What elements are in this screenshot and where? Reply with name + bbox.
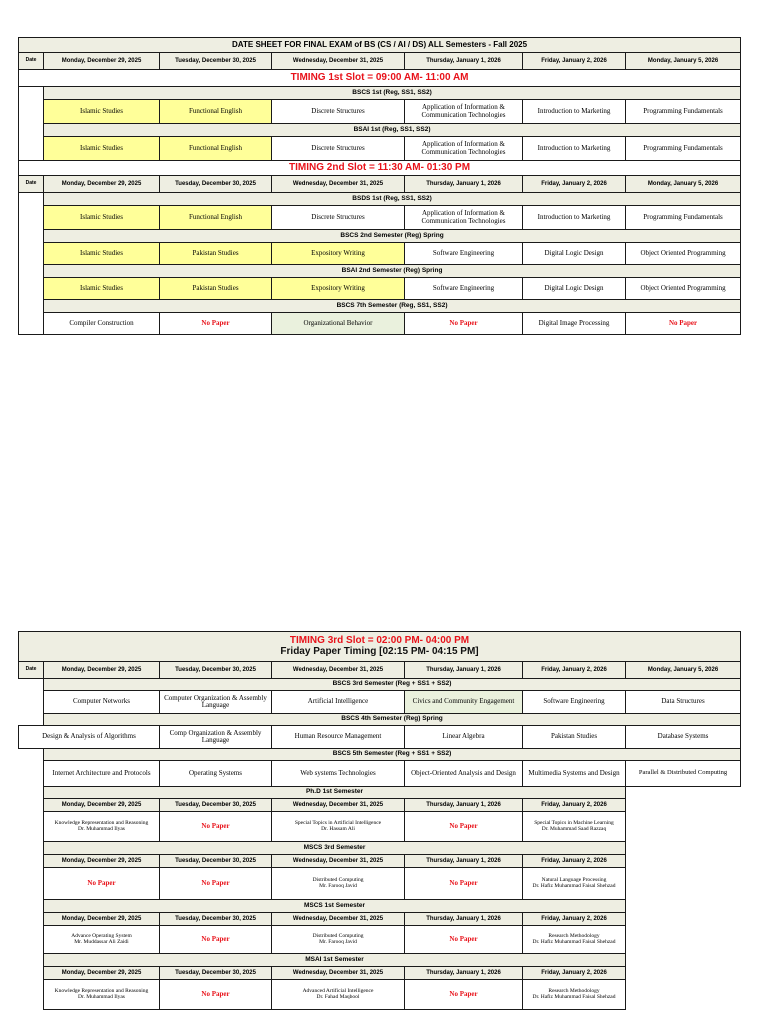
course-cell: Parallel & Distributed Computing [626,761,741,787]
course-cell: Programming Fundamentals [626,100,741,124]
teacher-name: Dr. Hafiz Muhammad Faisal Shehzad [532,938,616,945]
no-paper-cell: No Paper [160,313,272,335]
no-paper-cell: No Paper [160,812,272,842]
date-spacer [19,855,44,868]
course-cell: Human Resource Management [272,726,405,749]
teacher-name: Dr. Muhammad Saad Razzaq [541,825,607,832]
day-header: Wednesday, December 31, 2025 [272,176,405,193]
course-cell: Islamic Studies [44,137,160,161]
course-cell: Islamic Studies [44,206,160,230]
course-name: Distributed Computing [312,932,364,939]
course-cell: Software Engineering [523,691,626,714]
empty-cell [626,913,741,926]
day-header: Thursday, January 1, 2026 [405,855,523,868]
course-cell: Operating Systems [160,761,272,787]
course-cell: Functional English [160,137,272,161]
date-sheet-table-2 [18,631,741,1010]
day-header: Monday, December 29, 2025 [44,799,160,812]
schedule-row [19,137,741,161]
day-header: Wednesday, December 31, 2025 [272,799,405,812]
date-spacer [19,926,44,954]
course-cell: Introduction to Marketing [523,100,626,124]
course-cell: Application of Information & Communication Technologies [405,137,523,161]
date-spacer [19,913,44,926]
course-cell [523,868,626,900]
course-cell: Compiler Construction [44,313,160,335]
teacher-name: Dr. Hassam Ali [321,825,355,832]
course-cell: Functional English [160,206,272,230]
course-cell: Introduction to Marketing [523,206,626,230]
friday-timing-text: Friday Paper Timing [02:15 PM- 04:15 PM] [280,645,479,657]
empty-cell [626,868,741,900]
day-header: Tuesday, December 30, 2025 [160,53,272,70]
day-header: Thursday, January 1, 2026 [405,967,523,980]
day-header: Monday, December 29, 2025 [44,855,160,868]
teacher-name: Dr. Hafiz Muhammad Faisal Shehzad [532,882,616,889]
teacher-name: Mr. Farooq Javid [319,938,357,945]
date-spacer [19,954,44,967]
day-header: Friday, January 2, 2026 [523,913,626,926]
day-header: Monday, December 29, 2025 [44,662,160,679]
section-label: BSCS 4th Semester (Reg) Spring [44,714,741,726]
day-header: Wednesday, December 31, 2025 [272,913,405,926]
date-spacer [19,714,44,726]
course-cell: Software Engineering [405,243,523,265]
schedule-row [19,980,741,1010]
day-header: Thursday, January 1, 2026 [405,799,523,812]
course-cell: Comp Organization & Assembly Language [160,726,272,749]
timing-slot-3 [19,632,741,662]
section-label: Ph.D 1st Semester [44,787,626,799]
day-header: Wednesday, December 31, 2025 [272,855,405,868]
teacher-name: Dr. Fahad Maqbool [316,993,360,1000]
day-header: Friday, January 2, 2026 [523,53,626,70]
header-row [19,662,741,679]
schedule-row [19,726,741,749]
teacher-name: Dr. Muhammad Ilyas [78,993,125,1000]
course-name: Natural Language Processing [541,876,607,883]
course-cell: Programming Fundamentals [626,206,741,230]
course-cell: Object Oriented Programming [626,278,741,300]
schedule-row [19,691,741,714]
day-header: Tuesday, December 30, 2025 [160,855,272,868]
course-cell: Islamic Studies [44,100,160,124]
course-cell: Islamic Studies [44,243,160,265]
day-header: Friday, January 2, 2026 [523,799,626,812]
teacher-name: Dr. Muhammad Ilyas [78,825,125,832]
day-header: Tuesday, December 30, 2025 [160,967,272,980]
course-cell: Digital Logic Design [523,243,626,265]
schedule-row [19,926,741,954]
date-spacer [19,842,44,855]
section-label: MSCS 3rd Semester [44,842,626,855]
day-header: Wednesday, December 31, 2025 [272,662,405,679]
day-header: Monday, December 29, 2025 [44,53,160,70]
date-spacer [19,193,44,335]
course-cell: Object-Oriented Analysis and Design [405,761,523,787]
course-cell: Computer Networks [44,691,160,714]
day-header: Friday, January 2, 2026 [523,855,626,868]
header-row [19,855,741,868]
no-paper-cell: No Paper [626,313,741,335]
course-cell: Application of Information & Communication Technologies [405,100,523,124]
course-cell: Application of Information & Communication Technologies [405,206,523,230]
date-spacer [19,812,44,842]
course-cell [523,812,626,842]
no-paper-cell: No Paper [405,868,523,900]
date-spacer [19,799,44,812]
section-label: BSCS 7th Semester (Reg, SS1, SS2) [44,300,741,313]
course-cell [272,868,405,900]
section-label: BSDS 1st (Reg, SS1, SS2) [44,193,741,206]
date-sheet-table-1 [18,37,741,335]
date-label: Date [19,662,44,679]
empty-cell [626,855,741,868]
day-header: Tuesday, December 30, 2025 [160,662,272,679]
course-name: Knowledge Representation and Reasoning [54,819,149,826]
empty-cell [626,954,741,967]
date-label: Date [19,53,44,70]
date-spacer [19,967,44,980]
day-header: Tuesday, December 30, 2025 [160,799,272,812]
section-label: BSAI 1st (Reg, SS1, SS2) [44,124,741,137]
course-cell: Introduction to Marketing [523,137,626,161]
course-cell: Linear Algebra [405,726,523,749]
section-label: BSAI 2nd Semester (Reg) Spring [44,265,741,278]
empty-cell [626,799,741,812]
course-cell [272,926,405,954]
day-header: Thursday, January 1, 2026 [405,662,523,679]
course-cell: Multimedia Systems and Design [523,761,626,787]
schedule-row [19,761,741,787]
day-header: Monday, January 5, 2026 [626,662,741,679]
no-paper-cell: No Paper [160,926,272,954]
date-spacer [19,980,44,1010]
day-header: Tuesday, December 30, 2025 [160,913,272,926]
empty-cell [626,842,741,855]
no-paper-cell: No Paper [405,812,523,842]
course-cell [523,926,626,954]
schedule-row [19,812,741,842]
course-cell: Software Engineering [405,278,523,300]
course-cell: Pakistan Studies [160,278,272,300]
schedule-row [19,313,741,335]
header-row [19,53,741,70]
course-name: Knowledge Representation and Reasoning [54,987,149,994]
day-header: Monday, January 5, 2026 [626,53,741,70]
teacher-name: Dr. Hafiz Muhammad Faisal Shehzad [532,993,616,1000]
date-spacer [19,87,44,161]
course-name: Research Methodology [548,932,600,939]
teacher-name: Mr. Muddassar Ali Zaidi [74,938,129,945]
day-header: Thursday, January 1, 2026 [405,53,523,70]
course-cell [523,980,626,1010]
schedule-row [19,868,741,900]
empty-cell [626,900,741,913]
course-cell: Computer Organization & Assembly Language [160,691,272,714]
section-label: MSCS 1st Semester [44,900,626,913]
course-name: Advanced Artificial Intelligence [302,987,374,994]
course-cell [272,980,405,1010]
course-cell: Programming Fundamentals [626,137,741,161]
header-row [19,967,741,980]
header-row [19,799,741,812]
day-header: Friday, January 2, 2026 [523,662,626,679]
date-spacer [19,691,44,714]
header-row [19,913,741,926]
date-spacer [19,868,44,900]
day-header: Friday, January 2, 2026 [523,967,626,980]
course-cell: Pakistan Studies [160,243,272,265]
course-name: Special Topics in Machine Learning [534,819,614,826]
no-paper-cell: No Paper [160,868,272,900]
course-cell: Object Oriented Programming [626,243,741,265]
empty-cell [626,812,741,842]
course-cell: Discrete Structures [272,100,405,124]
day-header: Monday, January 5, 2026 [626,176,741,193]
day-header: Thursday, January 1, 2026 [405,913,523,926]
schedule-row [19,100,741,124]
course-cell: Design & Analysis of Algorithms [19,726,160,749]
course-cell: Civics and Community Engagement [405,691,523,714]
course-cell: Internet Architecture and Protocols [44,761,160,787]
date-label: Date [19,176,44,193]
course-cell [272,812,405,842]
section-label: MSAI 1st Semester [44,954,626,967]
course-cell: Discrete Structures [272,137,405,161]
header-row [19,176,741,193]
date-spacer [19,787,44,799]
course-name: Advance Operating System [71,932,132,939]
course-cell [44,812,160,842]
course-cell [44,926,160,954]
slot-3-text: TIMING 3rd Slot = 02:00 PM- 04:00 PM [289,635,470,646]
empty-cell [626,980,741,1010]
no-paper-cell: No Paper [405,980,523,1010]
section-label: BSCS 2nd Semester (Reg) Spring [44,230,741,243]
day-header: Wednesday, December 31, 2025 [272,967,405,980]
course-cell [44,980,160,1010]
course-cell: Expository Writing [272,243,405,265]
date-spacer [19,761,44,787]
course-cell: Database Systems [626,726,741,749]
course-cell: Digital Image Processing [523,313,626,335]
empty-cell [626,787,741,799]
day-header: Friday, January 2, 2026 [523,176,626,193]
course-cell: Organizational Behavior [272,313,405,335]
timing-slot-1: TIMING 1st Slot = 09:00 AM- 11:00 AM [19,70,741,87]
schedule-row [19,206,741,230]
date-spacer [19,900,44,913]
section-label: BSCS 5th Semester (Reg + SS1 + SS2) [44,749,741,761]
course-cell: Islamic Studies [44,278,160,300]
day-header: Monday, December 29, 2025 [44,967,160,980]
section-label: BSCS 3rd Semester (Reg + SS1 + SS2) [44,679,741,691]
course-cell: Functional English [160,100,272,124]
course-cell: Discrete Structures [272,206,405,230]
day-header: Wednesday, December 31, 2025 [272,53,405,70]
course-cell: Web systems Technologies [272,761,405,787]
course-name: Special Topics in Artificial Intelligence [294,819,382,826]
day-header: Monday, December 29, 2025 [44,913,160,926]
course-cell: Artificial Intelligence [272,691,405,714]
no-paper-cell: No Paper [405,926,523,954]
day-header: Thursday, January 1, 2026 [405,176,523,193]
date-spacer [19,749,44,761]
schedule-row [19,243,741,265]
course-name: Research Methodology [548,987,600,994]
no-paper-cell: No Paper [44,868,160,900]
course-cell: Digital Logic Design [523,278,626,300]
empty-cell [626,926,741,954]
course-cell: Data Structures [626,691,741,714]
no-paper-cell: No Paper [160,980,272,1010]
teacher-name: Mr. Farooq Javid [319,882,357,889]
course-cell: Pakistan Studies [523,726,626,749]
section-label: BSCS 1st (Reg, SS1, SS2) [44,87,741,100]
date-spacer [19,679,44,691]
day-header: Monday, December 29, 2025 [44,176,160,193]
schedule-row [19,278,741,300]
empty-cell [626,967,741,980]
course-cell: Expository Writing [272,278,405,300]
page-title: DATE SHEET FOR FINAL EXAM of BS (CS / AI / DS) ALL Semesters - Fall 2025 [19,38,741,53]
no-paper-cell: No Paper [405,313,523,335]
course-name: Distributed Computing [312,876,364,883]
timing-slot-2: TIMING 2nd Slot = 11:30 AM- 01:30 PM [19,161,741,176]
day-header: Tuesday, December 30, 2025 [160,176,272,193]
